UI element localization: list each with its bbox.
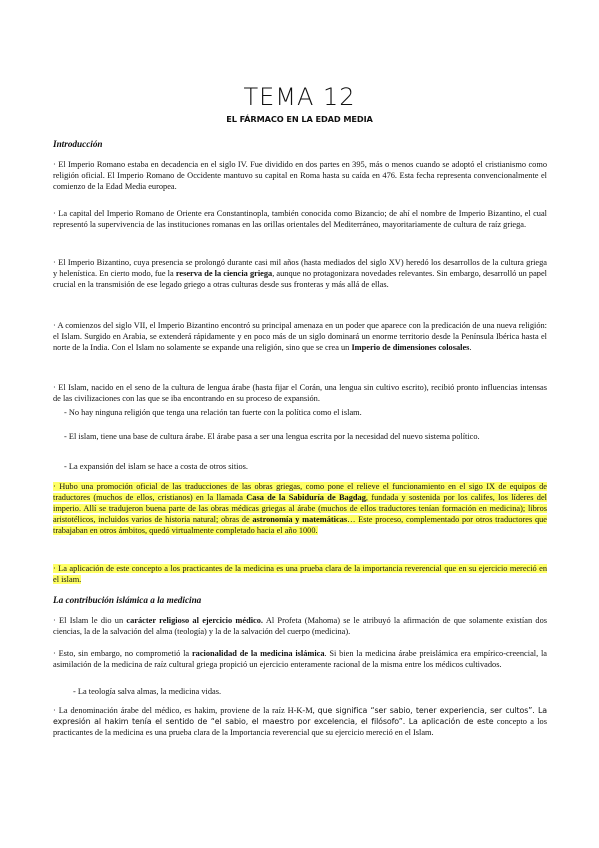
text-run: · Esto, sin embargo, no comprometió la xyxy=(53,649,192,658)
highlighted-text: · Hubo una promoción oficial de las traducciones de las obras griegas, como pone el relieve el funcionamiento en el sigo IX de equipos de traductores (muchos de ellos, cristianos) en la llamada xyxy=(53,482,547,503)
text-run: . Si bien la medicina árabe preislámica era empírico-creencial, la asimilación de la medicina de raíz cultural griega propició un ejercicio enteramente racional de la misma entre los médicos cultivados. xyxy=(53,649,547,670)
paragraph-hakim xyxy=(53,705,547,738)
highlighted-text: , fundada y sostenida por los califes, los líderes del imperio. Allí se tradujeron buena parte de las obras médicas griegas al árabe (muchos de ellos traductores tenían formación en medicina); libros aristotélicos, incluidos varios de historia natural; obras de xyxy=(53,493,547,525)
text-run: · La denominación árabe del médico, es hakim, proviene de la raíz H-K-M, xyxy=(53,706,318,715)
paragraph-islam-origins: · El Islam, nacido en el seno de la cultura de lengua árabe (hasta fijar el Corán, una lengua sin cultivo escrito), recibió pronto influencias intensas de las civilizaciones con las que se iba encontrando en su proceso de expansión. xyxy=(53,383,547,404)
emphasis-text: Casa de la Sabiduría de Bagdag xyxy=(246,493,366,503)
emphasis-text: carácter religioso al ejercicio médico. xyxy=(126,616,263,625)
paragraph-concept-application-highlighted xyxy=(53,563,547,585)
bullet-theology-medicine: - La teología salva almas, la medicina vidas. xyxy=(73,687,222,696)
bullet-expansion: - La expansión del islam se hace a costa de otros sitios. xyxy=(64,462,248,471)
paragraph-islam-threat xyxy=(53,320,547,353)
emphasis-text: racionalidad de la medicina islámica xyxy=(191,649,325,658)
emphasis-text: reserva de la ciencia griega xyxy=(175,269,273,279)
paragraph-rationality xyxy=(53,648,547,670)
text-run: . xyxy=(469,343,472,353)
text-run: · A comienzos del siglo VII, el Imperio Bizantino encontró su principal amenaza en un poder que aparece con la predicación de una nueva religión: el Islam. Surgido en Arabia, se extenderá rápidamente y en poco más de un siglo dominará un enorme territorio desde la Península Ibérica hasta el norte de la India. Con el Islam no solamente se expande una religión, sino que se crea un xyxy=(53,321,547,353)
paragraph-translations-highlighted xyxy=(53,481,547,536)
bullet-arabic-culture: - El islam, tiene una base de cultura árabe. El árabe pasa a ser una lengua escrita por la necesidad del nuevo sistema político. xyxy=(64,432,480,441)
text-run: · El Imperio Bizantino, cuya presencia se prolongó durante casi mil años (hasta mediados del siglo XV) heredó los desarrollos de la cultura griega y helenística. En cierto modo, fue la xyxy=(53,258,547,279)
handwritten-style-text: que significa “ser sabio, tener experiencia, ser cultos”. La expresión al hakim tenía el sentido de “el sabio, el maestro por excelencia, el filósofo”. La aplicación de este xyxy=(53,706,547,727)
text-run: , aunque no protagonizara novedades relevantes. Sin embargo, desarrolló un papel crucial en la transmisión de ese legado griego a otras culturas desde sus fronteras y más allá de ellas. xyxy=(53,269,547,290)
emphasis-text: astronomía y matemáticas xyxy=(252,515,348,525)
text-run: concepto a los practicantes de la medicina es una prueba clara de la Importancia reverencial que su ejercicio mereció en el Islam. xyxy=(53,717,547,738)
paragraph-religious-character xyxy=(53,615,547,637)
section-heading-islamic-contribution: La contribución islámica a la medicina xyxy=(53,595,202,605)
paragraph-byzantium-capital: · La capital del Imperio Romano de Oriente era Constantinopla, también conocida como Bizancio; de ahí el nombre de Imperio Bizantino, el cual representó la supervivencia de las instituciones romanas en las orillas orientales del Mediterráneo, mayoritariamente de cultura de raíz griega. xyxy=(53,209,547,230)
paragraph-byzantine-empire xyxy=(53,257,547,290)
highlighted-text: … Este proceso, complementado por otros traductores que trabajaban en otros ámbitos, quedó virtualmente completado hacia el año 1000. xyxy=(53,515,547,536)
text-run: · El Islam le dio un xyxy=(53,616,127,625)
paragraph-roman-empire: · El Imperio Romano estaba en decadencia en el siglo IV. Fue dividido en dos partes en 395, más o menos cuando se adoptó el cristianismo como religión oficial. El Imperio Romano de Occidente mantuvo su capital en Roma hasta su caída en 476. Esta fecha representa convencionalmente el comienzo de la Edad Media europea. xyxy=(53,160,547,192)
section-heading-introduction: Introducción xyxy=(53,139,103,149)
highlighted-text: · La aplicación de este concepto a los practicantes de la medicina es una prueba clara de la importancia reverencial que en su ejercicio mereció en el islam. xyxy=(53,564,547,585)
page-title: TEMA 12 xyxy=(243,83,356,111)
text-run: Al Profeta (Mahoma) se le atribuyó la afirmación de que solamente existían dos ciencias, la de la salvación del alma (teología) y la de la salvación del cuerpo (medicina). xyxy=(53,616,547,637)
bullet-religion-politics: - No hay ninguna religión que tenga una relación tan fuerte con la política como el islam. xyxy=(64,408,362,417)
page-subtitle: EL FÁRMACO EN LA EDAD MEDIA xyxy=(226,114,373,124)
emphasis-text: Imperio de dimensiones colosales xyxy=(351,343,470,353)
